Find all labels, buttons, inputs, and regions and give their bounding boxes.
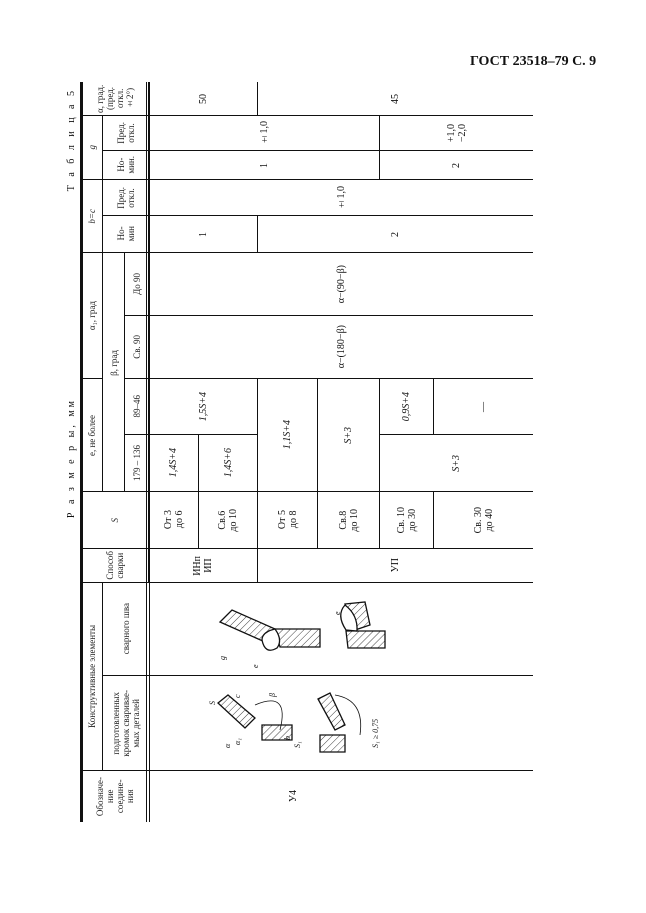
s-cell: От 5 до 8 — [257, 491, 317, 548]
g-nom-cell: 2 — [379, 150, 533, 179]
e-cell: S+3 — [379, 434, 533, 491]
e-cell: 1,1S+4 — [257, 378, 317, 491]
alpha-cell: 45 — [257, 82, 533, 115]
header-over90: Св. 90 — [124, 315, 148, 378]
header-bc: b=c — [80, 179, 102, 252]
bc-pred-cell: ±1,0 — [148, 179, 533, 215]
e-cell: S+3 — [317, 378, 379, 491]
header-s: S — [80, 491, 148, 548]
bc-nom-cell: 2 — [257, 215, 533, 252]
label-e: e — [251, 664, 260, 668]
alpha1-over90-cell: α−(180−β) — [148, 315, 533, 378]
header-edges: подготовленных кромок свариваe- мых деталей — [102, 675, 148, 770]
header-weld: сварного шва — [102, 582, 148, 675]
header-method: Способ сварки — [80, 548, 148, 582]
header-g: g — [80, 115, 102, 179]
document-reference: ГОСТ 23518–79 С. 9 — [470, 54, 597, 69]
header-bc-pred: Пред. откл. — [102, 179, 148, 215]
s-cell: Св. 10 до 30 — [379, 491, 433, 548]
header-bc-nom: Но- мин — [102, 215, 148, 252]
method-cell: ИНп ИП — [148, 548, 257, 582]
designation-cell: У4 — [148, 770, 533, 822]
label-s1: S₁ — [293, 741, 302, 748]
label-e-right: e — [333, 611, 342, 615]
e-cell: 1,4S+4 — [148, 434, 198, 491]
table-label: Т а б л и ц а 5 — [66, 88, 77, 192]
header-e: e, не более — [80, 378, 102, 491]
dimensions-label: Р а з м е р ы, мм — [66, 398, 77, 519]
s-cell: Св.6 до 10 — [198, 491, 257, 548]
e-cell: 1,4S+6 — [198, 434, 257, 491]
e-cell: 0,9S+4 — [379, 378, 433, 434]
label-alpha1: α₁ — [233, 738, 242, 745]
label-beta: β — [268, 693, 277, 697]
header-beta: β, град — [102, 252, 124, 491]
label-c: c — [233, 694, 242, 698]
alpha-cell: 50 — [148, 82, 257, 115]
e-cell: 1,5S+4 — [148, 378, 257, 434]
header-alpha1: α₁, град — [80, 252, 102, 378]
label-b: b — [283, 736, 292, 740]
header-beta-89-46: 89–46 — [124, 378, 148, 434]
label-s: S — [208, 701, 217, 705]
label-g: g — [218, 656, 227, 660]
label-s1-note: S₁ ≥ 0,75 — [371, 718, 380, 748]
label-alpha: α — [223, 743, 232, 748]
g-nom-cell: 1 — [148, 150, 379, 179]
s-cell: От 3 до 6 — [148, 491, 198, 548]
header-alpha: α, град. (пред. откл. ±2°) — [80, 82, 148, 115]
header-designation: Обозначе- ние соедине- ния — [80, 770, 148, 822]
g-pred-cell: +1,0 −2,0 — [379, 115, 533, 150]
header-upto90: До 90 — [124, 252, 148, 315]
header-g-pred: Пред. откл. — [102, 115, 148, 150]
header-beta-179-136: 179 – 136 — [124, 434, 148, 491]
alpha1-upto90-cell: α−(90−β) — [148, 252, 533, 315]
method-cell: УП — [257, 548, 533, 582]
weld-drawing — [220, 602, 385, 650]
s-cell: Св. 30 до 40 — [433, 491, 533, 548]
header-elements: Конструктивные элементы — [80, 582, 102, 770]
g-pred-cell: ±1,0 — [148, 115, 379, 150]
header-g-nom: Но- мин. — [102, 150, 148, 179]
bc-nom-cell: 1 — [148, 215, 257, 252]
e-cell: — — [433, 378, 533, 434]
s-cell: Св.8 до 10 — [317, 491, 379, 548]
